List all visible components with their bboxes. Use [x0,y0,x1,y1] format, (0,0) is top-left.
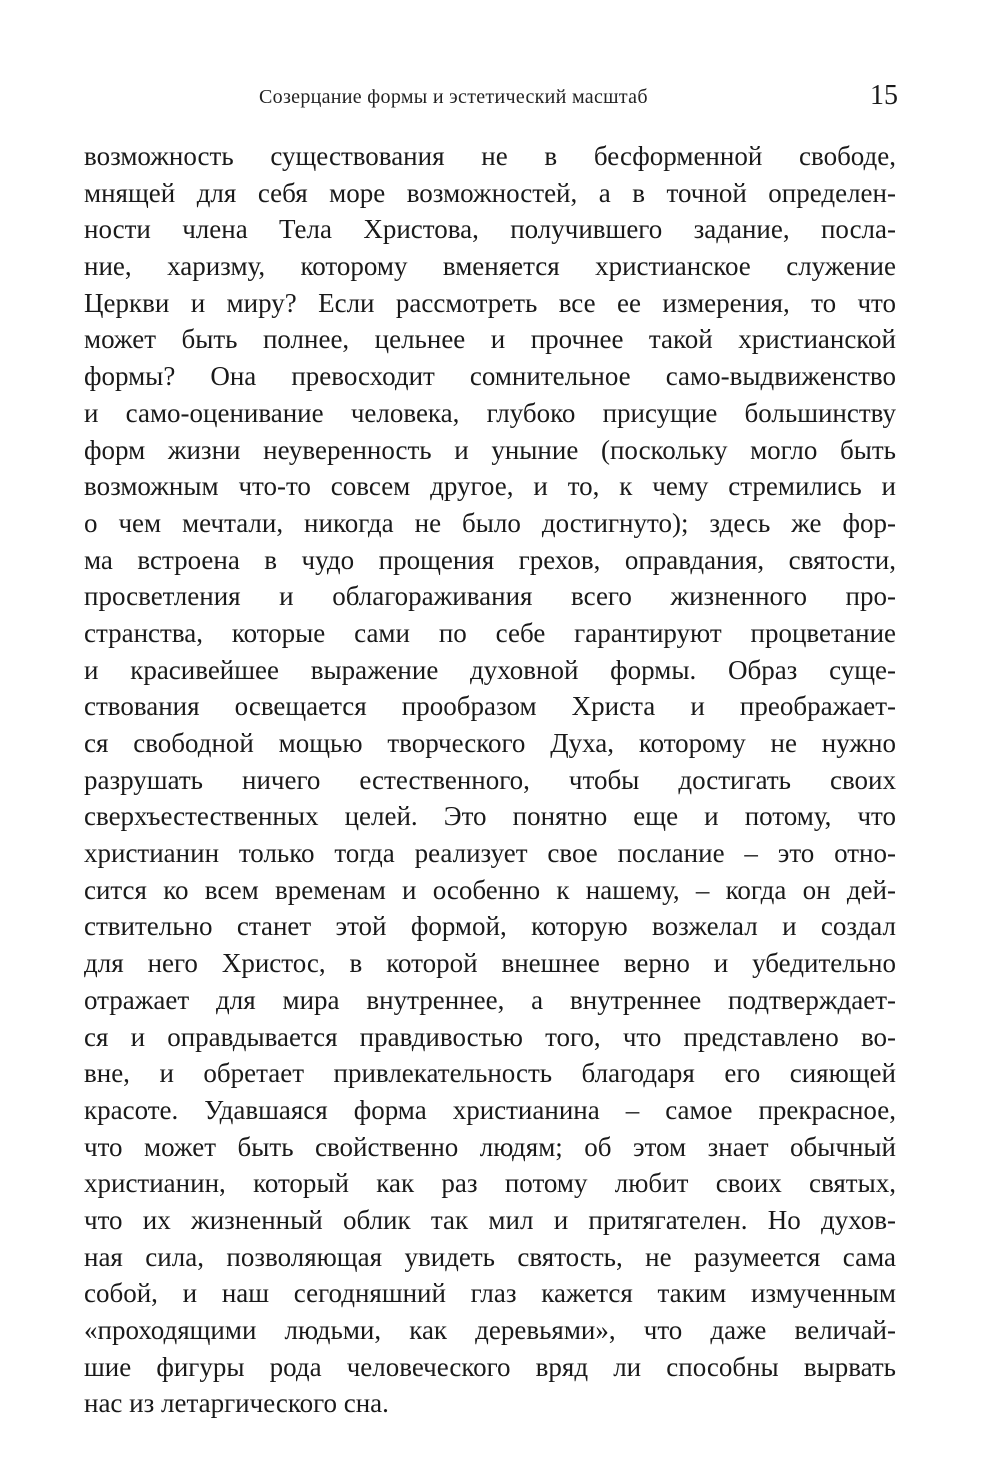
text-line: ствования освещается прообразом Христа и преображает- [84,691,896,722]
text-line: возможность существования не в бесформенной свободе, [84,141,896,171]
text-line: красоте. Удавшаяся форма христианина – самое прекрасное, [84,1094,896,1125]
text-line: ма встроена в чудо прощения грехов, оправдания, святости, [84,544,896,575]
text-line: сверхъестественных целей. Это понятно еще и потому, что [84,801,896,832]
body-paragraph [84,138,896,1422]
text-line: для него Христос, в которой внешнее верно и убедительно [84,948,896,979]
text-line: «проходящими людьми, как деревьями», что даже величай- [84,1315,896,1345]
text-line: шие фигуры рода человеческого вряд ли способны вырвать [84,1351,896,1382]
text-line: ности члена Тела Христова, получившего задание, посла- [84,214,896,245]
text-line: может быть полнее, цельнее и прочнее такой христианской [84,324,896,355]
text-line: о чем мечтали, никогда не было достигнуто); здесь же фор- [84,507,896,538]
text-line: ная сила, позволяющая увидеть святость, не разумеется сама [84,1241,896,1272]
text-line: что может быть свойственно людям; об этом знает обычный [84,1131,896,1162]
text-line: ся и оправдывается правдивостью того, что представлено во- [84,1021,896,1052]
text-line: христианин только тогда реализует свое послание – это отно- [84,838,896,869]
text-line: возможным что-то совсем другое, и то, к чему стремились и [84,471,896,502]
text-line: мнящей для себя море возможностей, а в точной определен- [84,177,896,208]
running-title: Созерцание формы и эстетический масштаб [259,86,648,108]
text-line: формы? Она превосходит сомнительное само-выдвиженство [84,361,896,392]
text-line: просветления и облагораживания всего жизненного про- [84,581,896,612]
text-line: сится ко всем временам и особенно к нашему, – когда он дей- [84,874,896,905]
text-line: и красивейшее выражение духовной формы. Образ суще- [84,654,896,685]
text-line: христианин, который как раз потому любит своих святых, [84,1168,896,1199]
page-number: 15 [870,80,898,111]
text-line: ся свободной мощью творческого Духа, которому не нужно [84,728,896,758]
text-line: разрушать ничего естественного, чтобы достигать своих [84,764,896,795]
text-line: и само-оценивание человека, глубоко присущие большинству [84,397,896,428]
text-line: что их жизненный облик так мил и притягателен. Но духов- [84,1204,896,1235]
text-line: ствительно станет этой формой, которую возжелал и создал [84,911,896,942]
text-line: форм жизни неуверенность и уныние (поскольку могло быть [84,434,896,465]
text-line: странства, которые сами по себе гарантируют процветание [84,617,896,648]
text-line: отражает для мира внутреннее, а внутреннее подтверждает- [84,984,896,1015]
text-line: Церкви и миру? Если рассмотреть все ее измерения, то что [84,287,896,318]
running-header [84,80,906,112]
text-line: нас из летаргического сна. [84,1388,389,1419]
text-line: ние, харизму, которому вменяется христианское служение [84,251,896,282]
text-line: собой, и наш сегодняшний глаз кажется таким измученным [84,1278,896,1309]
text-line: вне, и обретает привлекательность благодаря его сияющей [84,1058,896,1089]
